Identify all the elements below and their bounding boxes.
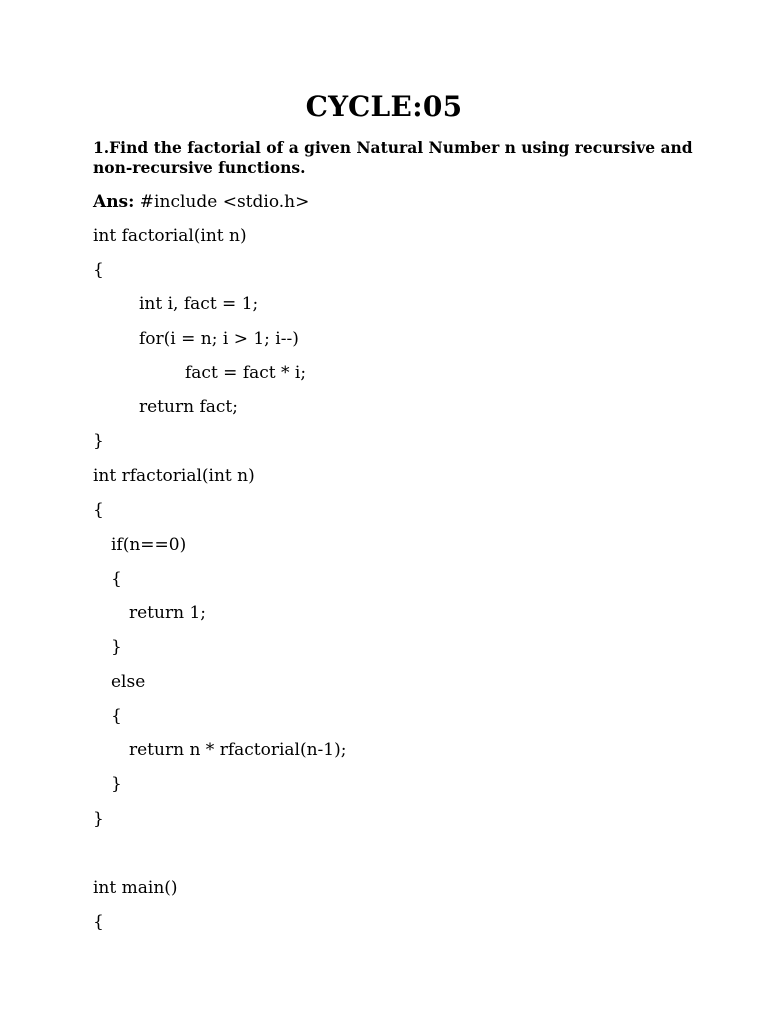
code-line: { bbox=[111, 569, 122, 589]
answer-label: Ans: bbox=[93, 192, 135, 212]
code-line: { bbox=[111, 706, 122, 726]
code-line: } bbox=[111, 637, 122, 657]
code-line: fact = fact * i; bbox=[185, 363, 307, 383]
code-line: { bbox=[93, 500, 104, 520]
code-line: int main() bbox=[93, 878, 178, 898]
code-line: { bbox=[93, 260, 104, 280]
code-line: return 1; bbox=[129, 603, 206, 623]
code-line: return fact; bbox=[139, 397, 238, 417]
answer-line bbox=[93, 191, 309, 213]
code-line: for(i = n; i > 1; i--) bbox=[139, 329, 299, 349]
code-line: if(n==0) bbox=[111, 535, 187, 555]
code-line: int rfactorial(int n) bbox=[93, 466, 255, 486]
code-line: else bbox=[111, 672, 146, 692]
code-line: { bbox=[93, 912, 104, 932]
page-title: CYCLE:05 bbox=[305, 90, 463, 123]
question-text: 1.Find the factorial of a given Natural Number n using recursive and non-recursive functions. bbox=[93, 138, 693, 177]
code-line: } bbox=[93, 431, 104, 451]
code-line: #include <stdio.h> bbox=[134, 192, 310, 212]
code-line: int factorial(int n) bbox=[93, 226, 247, 246]
code-line: } bbox=[111, 774, 122, 794]
code-line: return n * rfactorial(n-1); bbox=[129, 740, 347, 760]
code-line: int i, fact = 1; bbox=[139, 294, 259, 314]
code-line: } bbox=[93, 809, 104, 829]
